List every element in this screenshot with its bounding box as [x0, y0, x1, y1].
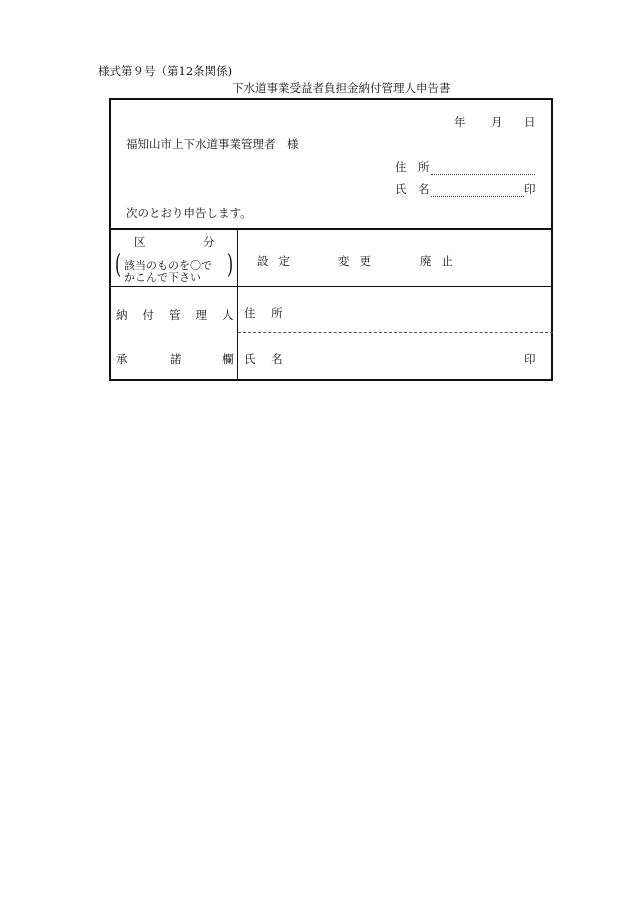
category-option-setup[interactable]: 設定	[257, 254, 300, 268]
admin-seal-mark: 印	[524, 352, 536, 366]
admin-name-label[interactable]: 氏 名	[244, 352, 289, 366]
form-title: 下水道事業受益者負担金納付管理人申告書	[232, 81, 451, 95]
category-option-change[interactable]: 変更	[338, 254, 381, 268]
category-note-paren-left: (	[115, 250, 122, 280]
column-divider	[237, 229, 238, 381]
applicant-address-field[interactable]	[431, 174, 535, 175]
date-year-label: 年	[454, 115, 466, 129]
category-note-paren-right: )	[227, 250, 234, 280]
date-day-label: 日	[524, 115, 536, 129]
applicant-seal-mark: 印	[524, 182, 536, 196]
applicant-name-label: 氏 名	[395, 182, 430, 196]
category-note-line2: かこんで下さい	[124, 271, 201, 284]
statement-text: 次のとおり申告します。	[126, 206, 252, 220]
admin-label-column: 欄	[222, 352, 234, 366]
admin-label-consent: 承	[116, 352, 128, 366]
header-divider	[109, 228, 553, 230]
category-label-ku: 区	[134, 235, 146, 249]
applicant-name-field[interactable]	[431, 196, 524, 197]
category-label-bun: 分	[203, 235, 215, 249]
date-month-label: 月	[491, 115, 503, 129]
form-number: 様式第９号（第12条関係)	[98, 64, 233, 78]
admin-label-line1: 納付管理人	[116, 308, 249, 322]
admin-address-label[interactable]: 住 所	[244, 306, 289, 320]
category-note-line1: 該当のものを〇で	[124, 259, 212, 272]
address-name-divider	[238, 332, 553, 333]
admin-label-consent: 諾	[170, 352, 182, 366]
applicant-address-label: 住 所	[395, 160, 430, 174]
addressee: 福知山市上下水道事業管理者 様	[126, 137, 299, 151]
category-option-abolish[interactable]: 廃止	[420, 254, 463, 268]
category-divider	[109, 286, 553, 287]
